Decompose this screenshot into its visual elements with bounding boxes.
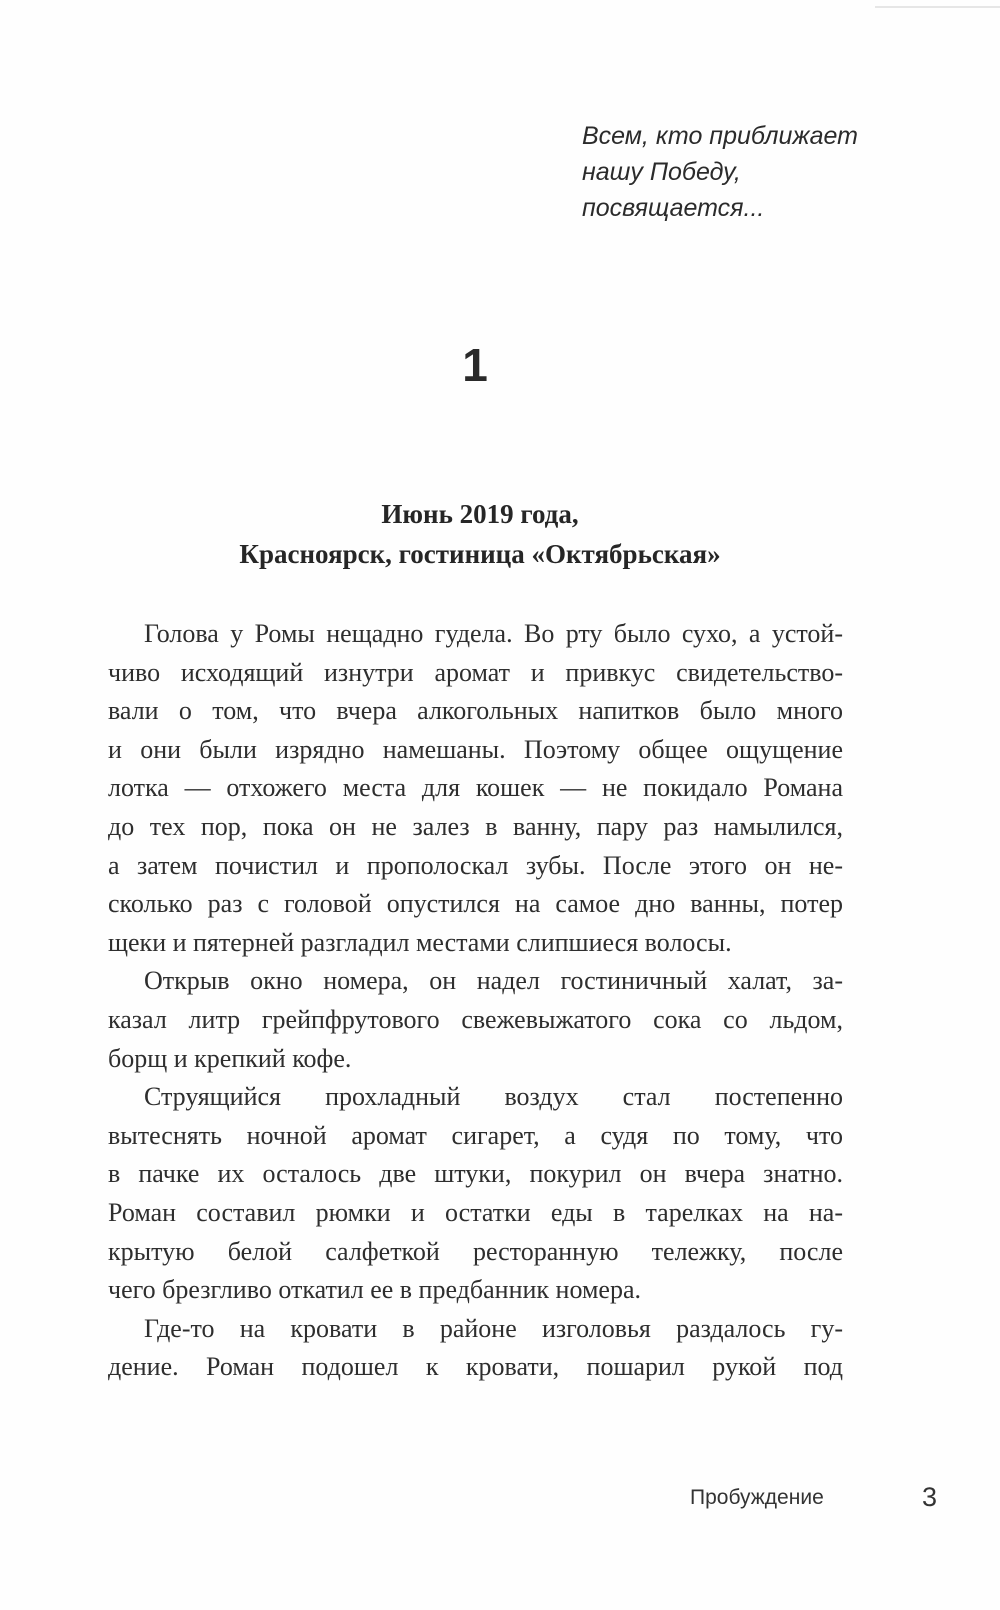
- epigraph: [582, 118, 882, 226]
- text-line: крытую белой салфеткой ресторанную тележку, после: [108, 1236, 843, 1266]
- text-line: до тех пор, пока он не залез в ванну, пару раз намылился,: [108, 811, 843, 841]
- text-line: Роман составил рюмки и остатки еды в тарелках на на-: [108, 1197, 843, 1227]
- text-line: Струящийся прохладный воздух стал постепенно: [144, 1082, 843, 1112]
- chapter-heading: [0, 494, 960, 574]
- page-footer: [0, 1483, 1000, 1523]
- chapter-heading-line: Июнь 2019 года,: [381, 499, 579, 529]
- text-line: вытеснять ночной аромат сигарет, а судя по тому, что: [108, 1120, 843, 1150]
- text-line: и они были изрядно намешаны. Поэтому общее ощущение: [108, 734, 843, 764]
- text-line: щеки и пятерней разгладил местами слипшиеся волосы.: [108, 927, 732, 957]
- text-line: казал литр грейпфрутового свежевыжатого сока со льдом,: [108, 1004, 843, 1034]
- text-line: дение. Роман подошел к кровати, пошарил рукой под: [108, 1352, 843, 1382]
- text-line: сколько раз с головой опустился на самое дно ванны, потер: [108, 889, 843, 919]
- chapter-heading-line: Красноярск, гостиница «Октябрьская»: [239, 539, 721, 569]
- text-line: чего брезгливо откатил ее в предбанник номера.: [108, 1275, 641, 1305]
- epigraph-line: Всем, кто приближает: [582, 122, 858, 150]
- epigraph-line: посвящается...: [582, 194, 765, 222]
- text-line: а затем почистил и прополоскал зубы. После этого он не-: [108, 850, 843, 880]
- text-line: Голова у Ромы нещадно гудела. Во рту было сухо, а устой-: [144, 619, 843, 648]
- text-line: Где-то на кровати в районе изголовья раздалось гу-: [144, 1313, 843, 1343]
- text-line: борщ и крепкий кофе.: [108, 1043, 352, 1073]
- text-line: в пачке их осталось две штуки, покурил он вчера знатно.: [108, 1159, 843, 1189]
- text-line: лотка — отхожего места для кошек — не покидало Романа: [108, 773, 843, 803]
- text-line: чиво исходящий изнутри аромат и привкус свидетельство-: [108, 657, 843, 687]
- epigraph-line: нашу Победу,: [582, 158, 741, 186]
- body-text: [108, 615, 843, 1387]
- page-number: 3: [922, 1482, 938, 1512]
- text-line: вали о том, что вчера алкогольных напитков было много: [108, 696, 843, 726]
- top-edge-rule: [875, 6, 1000, 8]
- text-line: Открыв окно номера, он надел гостиничный халат, за-: [144, 966, 843, 996]
- running-head: Пробуждение: [690, 1486, 824, 1509]
- chapter-number: 1: [462, 339, 488, 391]
